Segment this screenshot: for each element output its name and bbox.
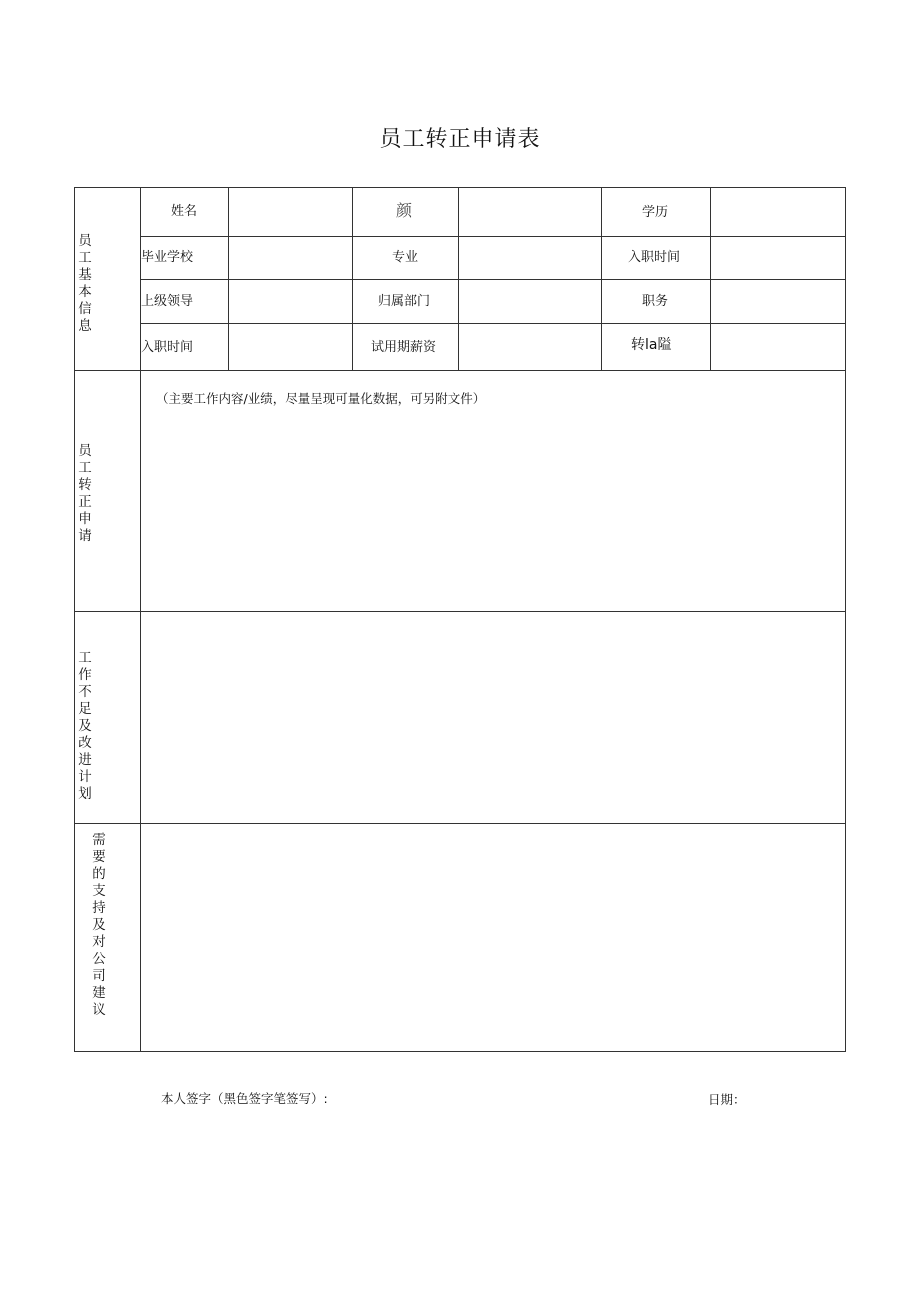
label-graduate-school: 毕业学校 <box>141 250 194 265</box>
table-divider <box>352 187 353 370</box>
table-divider <box>601 187 602 370</box>
table-divider <box>74 370 846 371</box>
label-entry-date: 入职时间 <box>628 250 681 265</box>
label-department: 归属部门 <box>378 294 431 309</box>
table-divider <box>74 611 846 612</box>
table-divider <box>228 187 229 370</box>
table-divider <box>140 323 845 324</box>
section-label-improvement: 工作不足及改进计划 <box>78 650 92 802</box>
section-label-support: 需要的支持及对公司建议 <box>92 832 106 1018</box>
signature-label: 本人签字（黑色签字笔签写）: <box>161 1091 328 1106</box>
label-supervisor: 上级领导 <box>141 294 194 309</box>
table-divider <box>140 187 141 1052</box>
application-hint: （主要工作内容/业绩，尽量呈现可量化数据，可另附文件） <box>156 391 486 406</box>
form-title: 员工转正申请表 <box>379 127 541 152</box>
label-regular-salary: 转la隘 <box>631 337 672 353</box>
section-label-application: 员工转正申请 <box>78 443 92 544</box>
table-divider <box>74 823 846 824</box>
date-label: 日期： <box>708 1092 746 1107</box>
label-position: 职务 <box>642 294 669 309</box>
label-major: 专业 <box>392 250 419 265</box>
table-divider <box>710 187 711 370</box>
label-probation-salary: 试用期薪资 <box>371 340 437 355</box>
section-label-basic-info: 员工基本信息 <box>78 233 92 334</box>
table-divider <box>140 236 845 237</box>
label-name: 姓名 <box>171 204 198 219</box>
form-table <box>74 187 846 1052</box>
label-education: 学历 <box>642 205 669 220</box>
label-entry-date-2: 入职时间 <box>141 340 194 355</box>
table-divider <box>458 187 459 370</box>
table-divider <box>140 279 845 280</box>
label-gender: 颜 <box>396 201 413 220</box>
